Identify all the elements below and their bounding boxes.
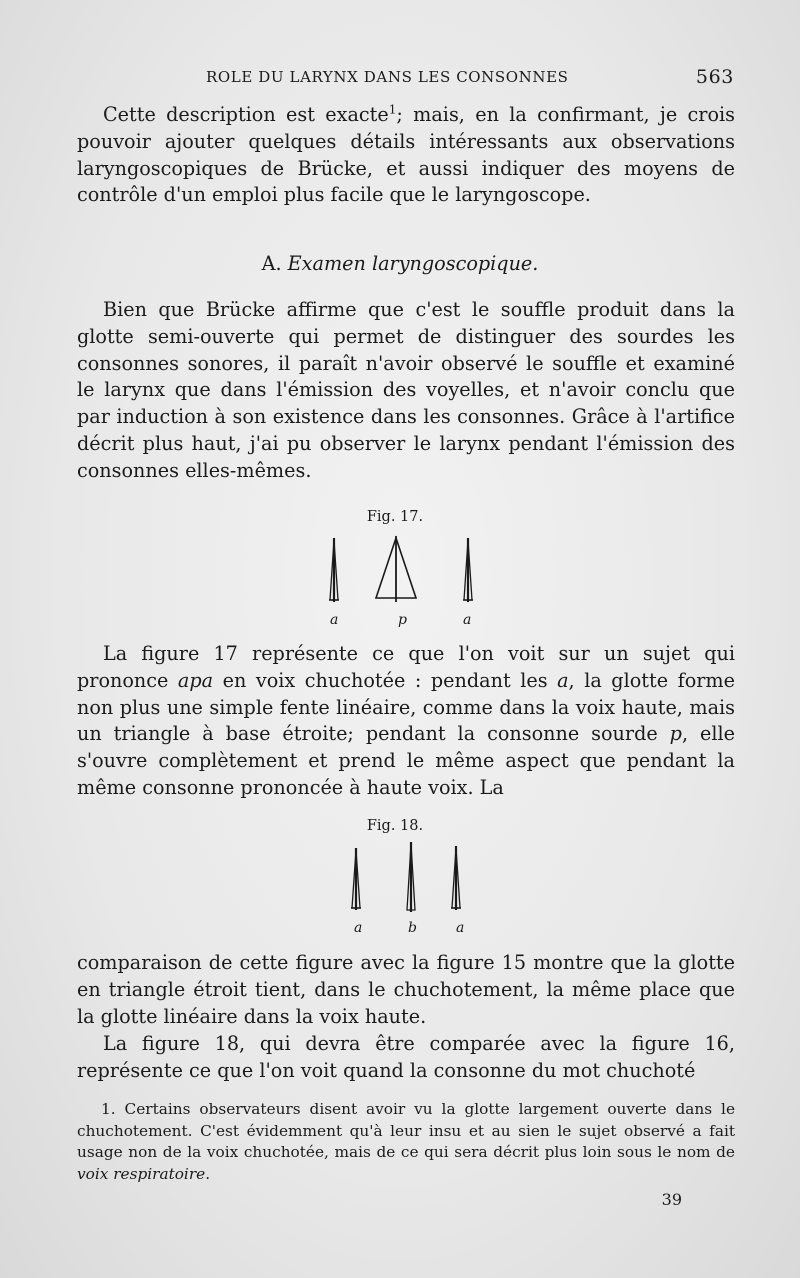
para3-p: p [669,722,682,746]
running-title: ROLE DU LARYNX DANS LES CONSONNES [206,68,569,86]
section-heading [0,252,800,275]
para4-text: comparaison de cette figure avec la figure 15 montre que la glotte en triangle étroit tient, dans le chuchotement, la même place que la glotte linéaire dans la voix haute. [77,951,735,1028]
para5-text: La figure 18, qui devra être comparée avec la figure 16, représente ce que l'on voit quand la consonne du mot chuchoté [77,1032,735,1082]
fig18-drawing [340,838,470,918]
paragraph-2 [77,297,735,485]
printer-signature: 39 [661,1190,682,1209]
footnote-ref: 1 [388,102,397,117]
footnote-italic: voix respiratoire [77,1164,206,1183]
fig17-caption: Fig. 17. [366,509,424,525]
running-header [76,68,734,92]
page-number: 563 [695,66,734,88]
paragraph-4 [77,950,735,1030]
fig18-label-2: b [408,920,417,936]
paragraph-5 [77,1031,735,1085]
fig18-label-3: a [456,920,465,936]
fig18-label-1: a [354,920,363,936]
para3-apa: apa [177,668,214,692]
section-title: Examen laryngoscopique. [287,252,539,275]
para3-a: a [557,668,569,692]
para1-text: Cette description est exacte [103,103,389,126]
fig17-label-2: p [398,612,407,628]
para3-part-d: , elle s'ouvre complètement et prend le même aspect que pendant la même consonne prononcée à haute voix. La [77,722,735,799]
footnote-text: Certains observateurs disent avoir vu la glotte largement ouverte dans le chuchotement. C'est évidemment qu'à leur insu et au sien le sujet observé a fait usage non de la voix chuchotée, mais de ce qui sera décrit plus loin sous le nom de [77,1100,735,1161]
para2-text: Bien que Brücke affirme que c'est le souffle produit dans la glotte semi-ouverte qui permet de distinguer des sourdes les consonnes sonores, il paraît n'avoir observé le souffle et examiné le larynx que dans l'émission des voyelles, et n'avoir conclu que par induction à son existence dans les consonnes. Grâce à l'artifice décrit plus haut, j'ai pu observer le larynx pendant l'émission des consonnes elles-mêmes. [77,298,735,482]
footnote [77,1099,735,1185]
section-letter: A. [261,252,282,275]
fig17-label-1: a [330,612,339,628]
footnote-number: 1. [101,1100,116,1118]
paragraph-3 [77,641,735,802]
para3-part-a: La figure 17 représente ce que l'on voit sur un sujet qui prononce [77,642,735,692]
fig17-drawing [320,530,490,610]
para3-part-b: en voix chuchotée : pendant les [222,668,548,692]
footnote-end: . [205,1164,211,1183]
fig18-caption: Fig. 18. [366,818,424,834]
para3-part-c: , la glotte forme non plus une simple fente linéaire, comme dans la voix haute, mais un triangle à base étroite; pendant la consonne sourde [77,668,735,746]
para1-rest: ; mais, en la confirmant, je crois pouvoir ajouter quelques détails intéressants aux observations laryngoscopiques de Brücke, et aussi indiquer des moyens de contrôle d'un emploi plus facile que le laryngoscope. [77,103,736,207]
paragraph-1 [77,102,735,209]
fig17-label-3: a [463,612,472,628]
